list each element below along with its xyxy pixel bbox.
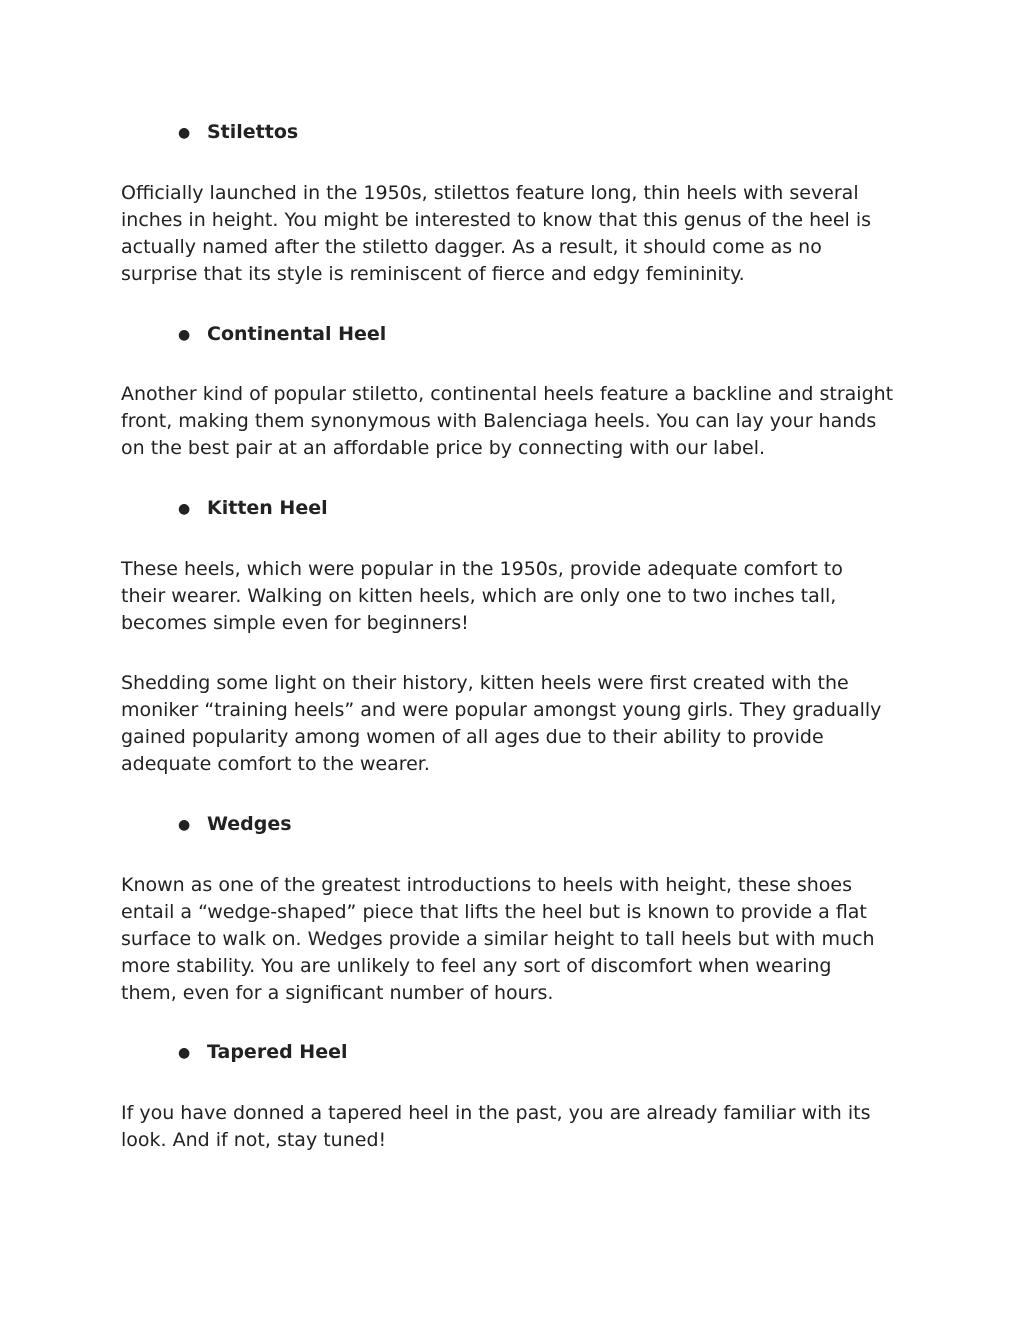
paragraph-line: front, making them synonymous with Balenciaga heels. You can lay your hands — [121, 410, 877, 432]
heading-text: Wedges — [207, 813, 292, 835]
section-heading-stilettos — [178, 120, 298, 145]
paragraph-tapered-heel — [121, 1100, 911, 1154]
paragraph-continental-heel — [121, 381, 911, 462]
heading-text: Kitten Heel — [207, 497, 328, 519]
paragraph-line: adequate comfort to the wearer. — [121, 753, 430, 775]
paragraph-line: If you have donned a tapered heel in the past, you are already familiar with its — [121, 1102, 871, 1124]
paragraph-line: These heels, which were popular in the 1950s, provide adequate comfort to — [121, 558, 843, 580]
section-heading-kitten-heel — [178, 496, 328, 521]
paragraph-kitten-heel-1 — [121, 556, 911, 637]
paragraph-line: actually named after the stiletto dagger. As a result, it should come as no — [121, 236, 822, 258]
paragraph-line: moniker “training heels” and were popular amongst young girls. They gradually — [121, 699, 882, 721]
bullet-icon: ● — [178, 501, 191, 517]
heading-text: Stilettos — [207, 121, 299, 143]
paragraph-line: look. And if not, stay tuned! — [121, 1129, 387, 1151]
paragraph-stilettos — [121, 180, 911, 288]
paragraph-line: becomes simple even for beginners! — [121, 612, 469, 634]
bullet-icon: ● — [178, 1045, 191, 1061]
paragraph-line: Another kind of popular stiletto, continental heels feature a backline and straight — [121, 383, 894, 405]
paragraph-line: their wearer. Walking on kitten heels, which are only one to two inches tall, — [121, 585, 837, 607]
paragraph-kitten-heel-2 — [121, 670, 911, 778]
paragraph-line: gained popularity among women of all ages due to their ability to provide — [121, 726, 824, 748]
heading-text: Tapered Heel — [207, 1041, 348, 1063]
paragraph-line: Known as one of the greatest introductions to heels with height, these shoes — [121, 874, 852, 896]
bullet-icon: ● — [178, 327, 191, 343]
paragraph-line: entail a “wedge-shaped” piece that lifts the heel but is known to provide a flat — [121, 901, 867, 923]
paragraph-line: inches in height. You might be interested to know that this genus of the heel is — [121, 209, 872, 231]
paragraph-line: more stability. You are unlikely to feel any sort of discomfort when wearing — [121, 955, 832, 977]
paragraph-line: Officially launched in the 1950s, stilettos feature long, thin heels with several — [121, 182, 859, 204]
paragraph-line: Shedding some light on their history, kitten heels were first created with the — [121, 672, 849, 694]
heading-text: Continental Heel — [207, 323, 387, 345]
paragraph-line: surprise that its style is reminiscent of fierce and edgy femininity. — [121, 263, 745, 285]
paragraph-wedges — [121, 872, 911, 1007]
bullet-icon: ● — [178, 817, 191, 833]
paragraph-line: on the best pair at an affordable price by connecting with our label. — [121, 437, 766, 459]
bullet-icon: ● — [178, 125, 191, 141]
paragraph-line: them, even for a significant number of hours. — [121, 982, 554, 1004]
section-heading-continental-heel — [178, 322, 386, 347]
section-heading-wedges — [178, 812, 292, 837]
section-heading-tapered-heel — [178, 1040, 347, 1065]
paragraph-line: surface to walk on. Wedges provide a similar height to tall heels but with much — [121, 928, 875, 950]
